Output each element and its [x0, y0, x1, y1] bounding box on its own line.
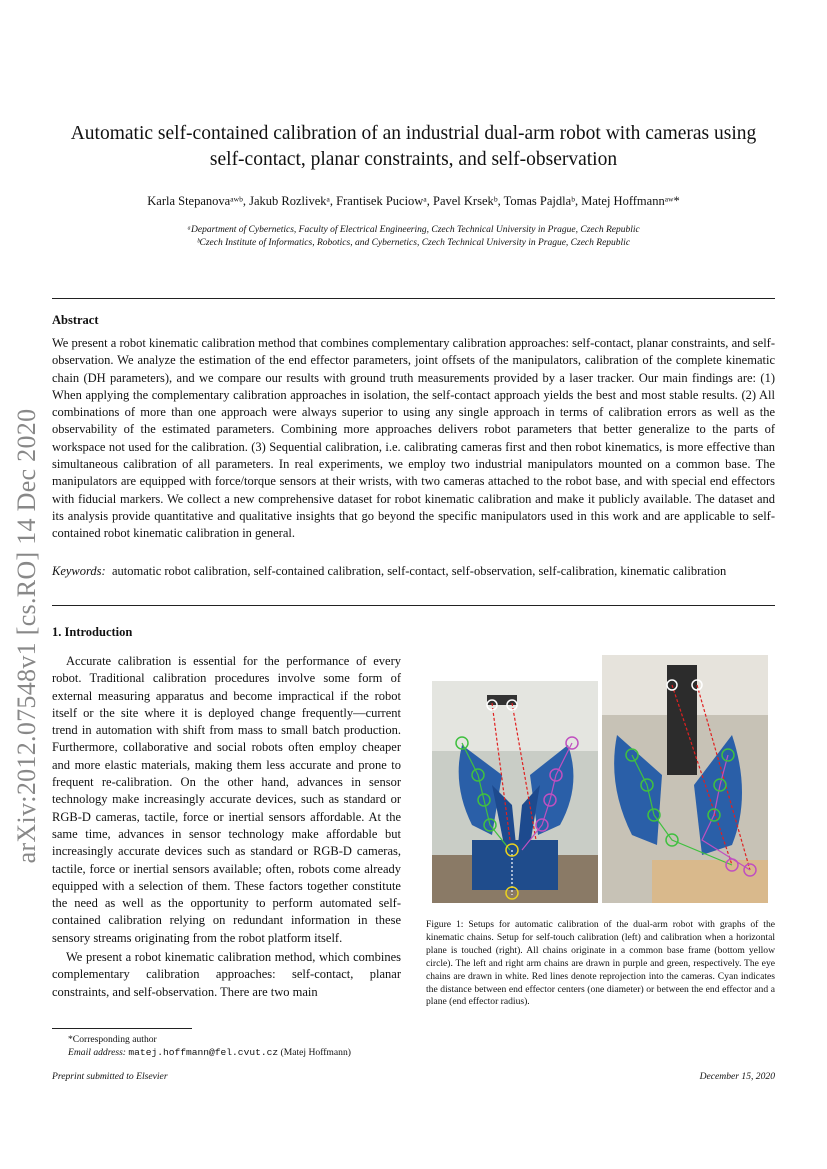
top-divider: [52, 298, 775, 299]
email-link[interactable]: matej.hoffmann@fel.cvut.cz: [128, 1047, 279, 1059]
abstract-heading: Abstract: [52, 313, 99, 327]
abstract-text: We present a robot kinematic calibration method that combines complementary calibration approaches: self-contact, planar constraints, and self-observation. We analyze the estimation of the end effector parameters, joint offsets of the manipulators, calibration of the complete kinematic chain (DH parameters), and we compare our results with ground truth measurements provided by a laser tracker. Our main findings are: (1) When applying the complementary calibration approaches in isolation, the self-contact approach yields the best and most stable results. (2) All combinations of more than one approach were always superior to using any single approach in terms of calibration errors as well as the observability of the estimated parameters. Combining more approaches delivers robot parameters that better generalize to the parts of workspace not used for the calibration. (3) Sequential calibration, i.e. calibrating cameras first and then robot kinematics, is more effective than simultaneous calibration of all parameters. In real experiments, we employ two industrial manipulators mounted on a common base. The manipulators are equipped with force/torque sensors at their wrists, with two cameras attached to the robot base, and with special end effectors with fiducial markers. We collect a new comprehensive dataset for robot kinematic calibration and make it publicly available. The dataset and its analysis provide quantitative and qualitative insights that go beyond the specific manipulators used in this work and are applicable to self-contained robot kinematic calibration in general.: [52, 336, 775, 541]
author-list: Karla Stepanovaᵃʷᵇ, Jakub Rozlivekᵃ, Frantisek Puciowᵃ, Pavel Krsekᵇ, Tomas Pajdlaᵇ, Matej Hoffmannᵃʷ*: [147, 194, 680, 208]
keywords-text: automatic robot calibration, self-contained calibration, self-contact, self-observation, self-calibration, kinematic calibration: [111, 564, 727, 578]
section-heading-introduction: 1. Introduction: [52, 625, 133, 639]
footnote: [68, 1033, 351, 1059]
submission-date: December 15, 2020: [699, 1071, 775, 1082]
keywords: [52, 563, 775, 580]
footnote-email-line: [68, 1046, 351, 1059]
title-line-1: Automatic self-contained calibration of an industrial dual-arm robot with cameras using: [70, 123, 757, 144]
figure-1-images: [432, 655, 768, 903]
preprint-note: Preprint submitted to Elsevier: [52, 1071, 168, 1082]
footnote-corresponding: *Corresponding author: [68, 1034, 157, 1045]
bottom-divider: [52, 605, 775, 606]
photo-plane-touch: [602, 655, 768, 903]
title-line-2: self-contact, planar constraints, and self-observation: [209, 149, 618, 170]
photo-self-touch: [432, 681, 598, 903]
arxiv-identifier: arXiv:2012.07548v1 [cs.RO] 14 Dec 2020: [12, 408, 41, 864]
affiliations: [40, 224, 787, 250]
keywords-label: Keywords:: [52, 564, 106, 578]
figure-1: [432, 655, 768, 903]
introduction-column: [52, 653, 401, 1001]
affiliation-b: ᵇCzech Institute of Informatics, Robotics, and Cybernetics, Czech Technical University in Prague, Czech Republic: [196, 238, 631, 248]
footnote-divider: [52, 1028, 192, 1029]
intro-paragraph-1: Accurate calibration is essential for the performance of every robot. Traditional calibration procedures involve some form of external measuring apparatus and become impractical if the robot itself or the site where it is deployed change frequently—current trend in automation with shift from mass to small batch production. Furthermore, collaborative and social robots often employ cheaper and more elastic materials, making them less accurate and prone to frequent re-calibration. On the other hand, advances in sensor technology make increasingly accurate devices, such as standard or RGB-D cameras, tactile, force or inertial sensors affordable. At the same time, advances in sensor technology make affordable but increasingly accurate devices such as standard or RGB-D cameras, tactile, force or inertial sensors available; often, robots come already equipped with a selection of them. These factors together constitute the need as well as the opportunity to perform automated self-contained calibration relying on redundant information in these sensory streams originating from the robot platform itself.: [52, 654, 401, 945]
figure-1-caption: Figure 1: Setups for automatic calibration of the dual-arm robot with graphs of the kinematic chains. Setup for self-touch calibration (left) and calibration when a horizontal plane is touched (right). All chains originate in a common base frame (bottom yellow circle). The left and right arm chains are drawn in purple and green, respectively. The eye chains are drawn in white. Red lines denote reprojection into the cameras. Cyan indicates the distance between end effector centers (one diameter) or between the end effector and a plane (end effector radius).: [426, 919, 775, 1008]
email-label: Email address:: [68, 1047, 127, 1059]
affiliation-a: ᵃDepartment of Cybernetics, Faculty of Electrical Engineering, Czech Technical University in Prague, Czech Republic: [187, 225, 640, 235]
email-owner: (Matej Hoffmann): [280, 1047, 351, 1059]
intro-paragraph-2: We present a robot kinematic calibration method, which combines complementary calibration approaches: self-contact, planar constraints, and self-observation. There are two main: [52, 950, 401, 999]
paper-title: [40, 121, 787, 173]
